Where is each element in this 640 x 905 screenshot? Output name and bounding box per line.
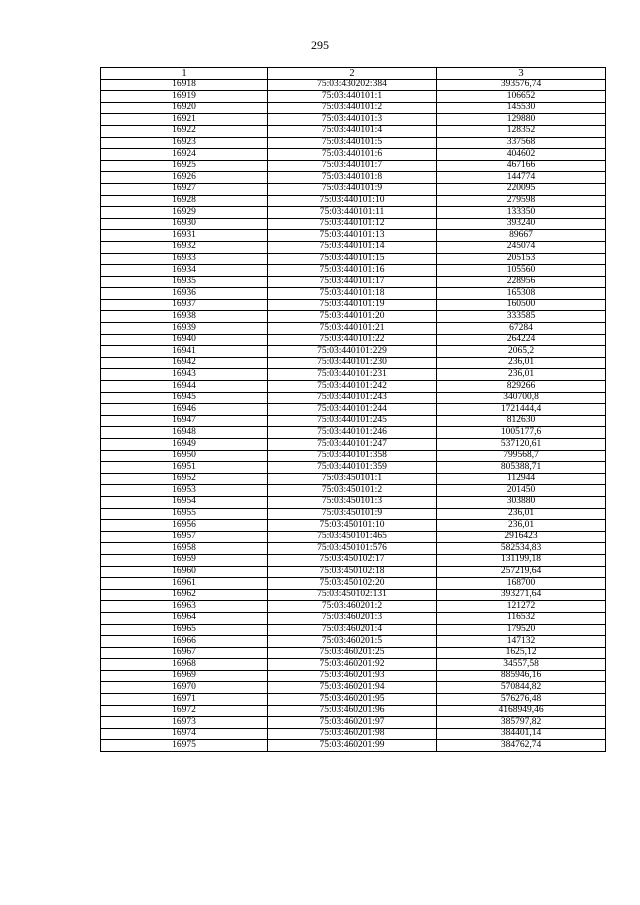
table-row [101,218,606,230]
row-number-cell: 16925 [101,160,268,172]
cadastral-number-cell: 75:03:440101:18 [268,288,437,300]
row-number-cell: 16942 [101,357,268,369]
value-cell: 2916423 [437,531,606,543]
cadastral-number-cell: 75:03:450101:9 [268,508,437,520]
value-cell: 812630 [437,415,606,427]
cadastral-number-cell: 75:03:440101:5 [268,137,437,149]
cadastral-number-cell: 75:03:440101:4 [268,125,437,137]
table-row [101,543,606,555]
cadastral-number-cell: 75:03:450102:17 [268,554,437,566]
table-row [101,381,606,393]
table-row [101,717,606,729]
table-header [101,68,606,80]
table-row [101,357,606,369]
cadastral-number-cell: 75:03:440101:246 [268,427,437,439]
cadastral-number-cell: 75:03:440101:12 [268,218,437,230]
page-number: 295 [311,38,329,52]
table-row [101,473,606,485]
cadastral-number-cell: 75:03:450102:20 [268,578,437,590]
table-row [101,311,606,323]
cadastral-number-cell: 75:03:450102:18 [268,566,437,578]
row-number-cell: 16921 [101,114,268,126]
table-row [101,392,606,404]
row-number-cell: 16940 [101,334,268,346]
row-number-cell: 16951 [101,462,268,474]
table-row [101,230,606,242]
value-cell: 128352 [437,125,606,137]
row-number-cell: 16958 [101,543,268,555]
cadastral-number-cell: 75:03:440101:19 [268,299,437,311]
cadastral-number-cell: 75:03:460201:5 [268,636,437,648]
row-number-cell: 16975 [101,740,268,752]
value-cell: 333585 [437,311,606,323]
column-header-3: 3 [437,68,606,80]
row-number-cell: 16956 [101,520,268,532]
row-number-cell: 16961 [101,578,268,590]
table-row [101,195,606,207]
cadastral-number-cell: 75:03:440101:245 [268,415,437,427]
row-number-cell: 16962 [101,589,268,601]
table-row [101,114,606,126]
cadastral-number-cell: 75:03:450101:3 [268,496,437,508]
table-row [101,578,606,590]
row-number-cell: 16929 [101,207,268,219]
table-row [101,183,606,195]
row-number-cell: 16949 [101,439,268,451]
value-cell: 121272 [437,601,606,613]
table-row [101,589,606,601]
cadastral-number-cell: 75:03:440101:229 [268,346,437,358]
cadastral-number-cell: 75:03:440101:17 [268,276,437,288]
value-cell: 131199,18 [437,554,606,566]
value-cell: 165308 [437,288,606,300]
value-cell: 829266 [437,381,606,393]
value-cell: 236,01 [437,520,606,532]
table-row [101,265,606,277]
row-number-cell: 16946 [101,404,268,416]
value-cell: 133350 [437,207,606,219]
row-number-cell: 16935 [101,276,268,288]
table-row [101,299,606,311]
value-cell: 201450 [437,485,606,497]
cadastral-number-cell: 75:03:460201:4 [268,624,437,636]
row-number-cell: 16969 [101,670,268,682]
cadastral-number-cell: 75:03:440101:358 [268,450,437,462]
table-row [101,740,606,752]
cadastral-number-cell: 75:03:440101:11 [268,207,437,219]
cadastral-number-cell: 75:03:440101:231 [268,369,437,381]
row-number-cell: 16939 [101,323,268,335]
table-row [101,276,606,288]
value-cell: 106652 [437,91,606,103]
row-number-cell: 16933 [101,253,268,265]
row-number-cell: 16932 [101,241,268,253]
cadastral-number-cell: 75:03:460201:2 [268,601,437,613]
table-row [101,682,606,694]
cadastral-number-cell: 75:03:460201:99 [268,740,437,752]
table-row [101,207,606,219]
table-row [101,636,606,648]
value-cell: 205153 [437,253,606,265]
value-cell: 279598 [437,195,606,207]
value-cell: 264224 [437,334,606,346]
table-row [101,102,606,114]
table-row [101,288,606,300]
cadastral-number-cell: 75:03:440101:247 [268,439,437,451]
table-row [101,508,606,520]
value-cell: 805388,71 [437,462,606,474]
row-number-cell: 16943 [101,369,268,381]
value-cell: 236,01 [437,369,606,381]
table-row [101,160,606,172]
row-number-cell: 16960 [101,566,268,578]
row-number-cell: 16972 [101,705,268,717]
table-row [101,659,606,671]
value-cell: 168700 [437,578,606,590]
cadastral-number-cell: 75:03:460201:97 [268,717,437,729]
value-cell: 257219,64 [437,566,606,578]
header-row [101,68,606,80]
cadastral-number-cell: 75:03:440101:3 [268,114,437,126]
value-cell: 179520 [437,624,606,636]
value-cell: 393576,74 [437,79,606,91]
value-cell: 393240 [437,218,606,230]
value-cell: 393271,64 [437,589,606,601]
value-cell: 220095 [437,183,606,195]
table-row [101,149,606,161]
value-cell: 144774 [437,172,606,184]
row-number-cell: 16954 [101,496,268,508]
table-row [101,137,606,149]
table-row [101,694,606,706]
table-row [101,728,606,740]
row-number-cell: 16947 [101,415,268,427]
cadastral-number-cell: 75:03:450101:10 [268,520,437,532]
cadastral-number-cell: 75:03:440101:22 [268,334,437,346]
row-number-cell: 16970 [101,682,268,694]
row-number-cell: 16965 [101,624,268,636]
cadastral-number-cell: 75:03:440101:1 [268,91,437,103]
row-number-cell: 16926 [101,172,268,184]
table-row [101,462,606,474]
row-number-cell: 16953 [101,485,268,497]
row-number-cell: 16950 [101,450,268,462]
cadastral-number-cell: 75:03:440101:14 [268,241,437,253]
value-cell: 105560 [437,265,606,277]
cadastral-number-cell: 75:03:460201:3 [268,612,437,624]
cadastral-number-cell: 75:03:460201:93 [268,670,437,682]
table-row [101,554,606,566]
value-cell: 885946,16 [437,670,606,682]
value-cell: 570844,82 [437,682,606,694]
table-row [101,520,606,532]
cadastral-number-cell: 75:03:440101:13 [268,230,437,242]
row-number-cell: 16945 [101,392,268,404]
value-cell: 303880 [437,496,606,508]
value-cell: 236,01 [437,357,606,369]
table-row [101,404,606,416]
cadastral-number-cell: 75:03:460201:95 [268,694,437,706]
row-number-cell: 16922 [101,125,268,137]
value-cell: 1721444,4 [437,404,606,416]
value-cell: 112944 [437,473,606,485]
row-number-cell: 16971 [101,694,268,706]
row-number-cell: 16923 [101,137,268,149]
row-number-cell: 16973 [101,717,268,729]
row-number-cell: 16936 [101,288,268,300]
table-row [101,172,606,184]
cadastral-number-cell: 75:03:440101:244 [268,404,437,416]
cadastral-number-cell: 75:03:440101:2 [268,102,437,114]
table-row [101,334,606,346]
row-number-cell: 16957 [101,531,268,543]
value-cell: 245074 [437,241,606,253]
value-cell: 576276,48 [437,694,606,706]
cadastral-number-cell: 75:03:450101:465 [268,531,437,543]
cadastral-number-cell: 75:03:440101:10 [268,195,437,207]
table-row [101,79,606,91]
row-number-cell: 16944 [101,381,268,393]
row-number-cell: 16955 [101,508,268,520]
value-cell: 467166 [437,160,606,172]
row-number-cell: 16934 [101,265,268,277]
row-number-cell: 16959 [101,554,268,566]
row-number-cell: 16966 [101,636,268,648]
table-row [101,415,606,427]
table-row [101,346,606,358]
value-cell: 129880 [437,114,606,126]
row-number-cell: 16928 [101,195,268,207]
cadastral-number-cell: 75:03:440101:15 [268,253,437,265]
value-cell: 236,01 [437,508,606,520]
row-number-cell: 16974 [101,728,268,740]
value-cell: 145530 [437,102,606,114]
value-cell: 582534,83 [437,543,606,555]
row-number-cell: 16930 [101,218,268,230]
data-table [100,67,606,752]
table-row [101,496,606,508]
row-number-cell: 16924 [101,149,268,161]
table-row [101,485,606,497]
column-header-2: 2 [268,68,437,80]
row-number-cell: 16967 [101,647,268,659]
value-cell: 2065,2 [437,346,606,358]
row-number-cell: 16920 [101,102,268,114]
table-body [101,79,606,751]
cadastral-number-cell: 75:03:460201:92 [268,659,437,671]
table-row [101,624,606,636]
row-number-cell: 16937 [101,299,268,311]
row-number-cell: 16927 [101,183,268,195]
value-cell: 34557,58 [437,659,606,671]
value-cell: 116532 [437,612,606,624]
row-number-cell: 16948 [101,427,268,439]
table-row [101,91,606,103]
row-number-cell: 16964 [101,612,268,624]
cadastral-number-cell: 75:03:460201:96 [268,705,437,717]
row-number-cell: 16941 [101,346,268,358]
value-cell: 384401,14 [437,728,606,740]
table-row [101,612,606,624]
row-number-cell: 16963 [101,601,268,613]
cadastral-number-cell: 75:03:440101:21 [268,323,437,335]
cadastral-number-cell: 75:03:460201:94 [268,682,437,694]
cadastral-number-cell: 75:03:440101:7 [268,160,437,172]
value-cell: 385797,82 [437,717,606,729]
cadastral-number-cell: 75:03:440101:8 [268,172,437,184]
cadastral-number-cell: 75:03:450101:2 [268,485,437,497]
table-row [101,439,606,451]
table-row [101,369,606,381]
value-cell: 4168949,46 [437,705,606,717]
table-row [101,670,606,682]
cadastral-number-cell: 75:03:440101:6 [268,149,437,161]
table-row [101,125,606,137]
cadastral-number-cell: 75:03:440101:243 [268,392,437,404]
table-row [101,705,606,717]
row-number-cell: 16968 [101,659,268,671]
cadastral-number-cell: 75:03:430202:384 [268,79,437,91]
value-cell: 384762,74 [437,740,606,752]
table-row [101,253,606,265]
cadastral-number-cell: 75:03:440101:16 [268,265,437,277]
cadastral-number-cell: 75:03:460201:25 [268,647,437,659]
row-number-cell: 16918 [101,79,268,91]
table-row [101,241,606,253]
cadastral-number-cell: 75:03:440101:20 [268,311,437,323]
cadastral-number-cell: 75:03:460201:98 [268,728,437,740]
cadastral-number-cell: 75:03:450101:576 [268,543,437,555]
cadastral-number-cell: 75:03:450102:131 [268,589,437,601]
value-cell: 1005177,6 [437,427,606,439]
cadastral-number-cell: 75:03:440101:242 [268,381,437,393]
table-row [101,531,606,543]
value-cell: 340700,8 [437,392,606,404]
value-cell: 1625,12 [437,647,606,659]
cadastral-number-cell: 75:03:440101:359 [268,462,437,474]
value-cell: 537120,61 [437,439,606,451]
row-number-cell: 16931 [101,230,268,242]
table-row [101,427,606,439]
cadastral-number-cell: 75:03:450101:1 [268,473,437,485]
value-cell: 228956 [437,276,606,288]
table-row [101,450,606,462]
table-row [101,323,606,335]
value-cell: 147132 [437,636,606,648]
value-cell: 89667 [437,230,606,242]
cadastral-number-cell: 75:03:440101:230 [268,357,437,369]
table-row [101,566,606,578]
cadastral-number-cell: 75:03:440101:9 [268,183,437,195]
table-row [101,647,606,659]
value-cell: 67284 [437,323,606,335]
row-number-cell: 16938 [101,311,268,323]
row-number-cell: 16919 [101,91,268,103]
row-number-cell: 16952 [101,473,268,485]
value-cell: 404602 [437,149,606,161]
value-cell: 337568 [437,137,606,149]
value-cell: 799568,7 [437,450,606,462]
column-header-1: 1 [101,68,268,80]
value-cell: 160500 [437,299,606,311]
table-row [101,601,606,613]
